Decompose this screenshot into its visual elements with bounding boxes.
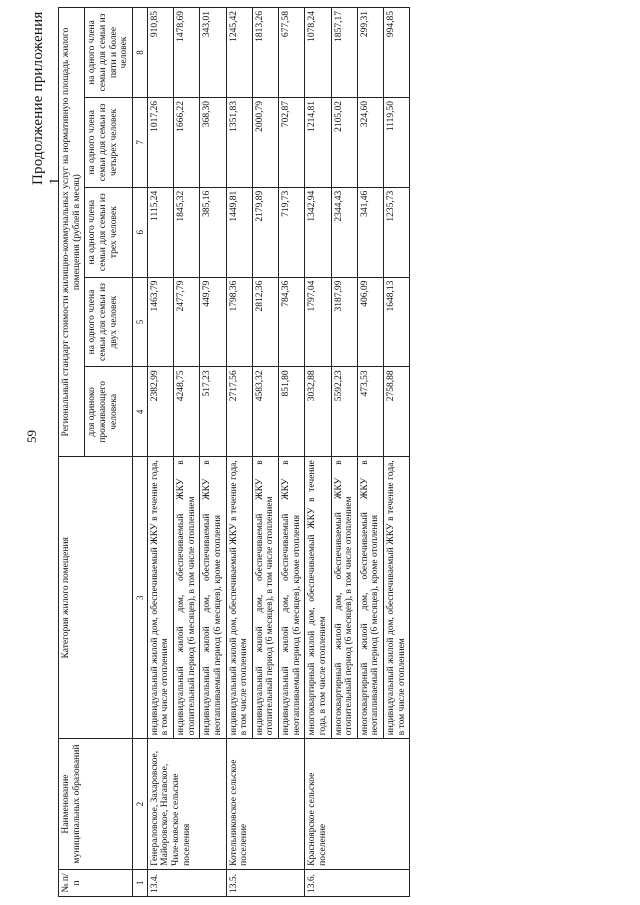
cost-value: 719,73 bbox=[279, 187, 305, 277]
cost-value: 910,85 bbox=[147, 8, 173, 98]
cost-value: 2105,02 bbox=[331, 97, 357, 187]
column-number: 1 bbox=[132, 869, 147, 896]
header-sub: для одиноко проживающего человека bbox=[85, 367, 133, 457]
cost-value: 2717,56 bbox=[226, 367, 252, 457]
housing-category: индивидуальный жилой дом, обеспечиваемый ЖКУ в течение года, в том числе отоплением bbox=[384, 457, 410, 739]
cost-value: 1119,50 bbox=[384, 97, 410, 187]
housing-category: многоквартирный жилой дом, обеспечиваемый ЖКУ в отопительный период (6 месяцев), в том числе отоплением bbox=[331, 457, 357, 739]
table-row bbox=[226, 8, 252, 897]
cost-value: 1648,13 bbox=[384, 277, 410, 367]
table-body bbox=[147, 8, 410, 897]
cost-value: 1235,73 bbox=[384, 187, 410, 277]
cost-value: 4583,32 bbox=[252, 367, 278, 457]
header-sub: на одного члена семьи для семьи из четырех человек bbox=[85, 97, 133, 187]
cost-value: 343,01 bbox=[200, 8, 226, 98]
housing-category: индивидуальный жилой дом, обеспечиваемый ЖКУ в течение года, в том числе отоплением bbox=[226, 457, 252, 739]
housing-category: многоквартирный жилой дом, обеспечиваемый ЖКУ в неотапливаемый период (6 месяцев), кроме отопления bbox=[357, 457, 383, 739]
row-number: 13.6. bbox=[305, 869, 410, 896]
municipality-name: Генераловское, Захаровское, Майоровское, Нагавское, Чиле-ковское сельские поселения bbox=[147, 739, 226, 870]
cost-value: 851,80 bbox=[279, 367, 305, 457]
cost-value: 3032,88 bbox=[305, 367, 331, 457]
cost-value: 1245,42 bbox=[226, 8, 252, 98]
header-no: № п/п bbox=[59, 869, 133, 896]
housing-category: индивидуальный жилой дом, обеспечиваемый ЖКУ в отопительный период (6 месяцев), в том числе отоплением bbox=[174, 457, 200, 739]
housing-category: индивидуальный жилой дом, обеспечиваемый ЖКУ в неотапливаемый период (6 месяцев), кроме отопления bbox=[279, 457, 305, 739]
municipality-name: Котельниковское сельское поселение bbox=[226, 739, 305, 870]
cost-value: 1115,24 bbox=[147, 187, 173, 277]
table-row bbox=[147, 8, 173, 897]
cost-value: 1813,26 bbox=[252, 8, 278, 98]
cost-value: 1845,32 bbox=[174, 187, 200, 277]
header-sub: на одного члена семьи для семьи из трех человек bbox=[85, 187, 133, 277]
header-standard: Региональный стандарт стоимости жилищно-коммунальных услуг на нормативную площадь жилого помещения (рублей в месяц) bbox=[59, 8, 85, 457]
housing-category: индивидуальный жилой дом, обеспечиваемый ЖКУ в течение года, в том числе отоплением bbox=[147, 457, 173, 739]
cost-value: 385,16 bbox=[200, 187, 226, 277]
cost-value: 1017,26 bbox=[147, 97, 173, 187]
column-number: 6 bbox=[132, 187, 147, 277]
cost-value: 5592,23 bbox=[331, 367, 357, 457]
cost-value: 1478,69 bbox=[174, 8, 200, 98]
cost-value: 341,46 bbox=[357, 187, 383, 277]
cost-value: 1463,79 bbox=[147, 277, 173, 367]
cost-value: 702,87 bbox=[279, 97, 305, 187]
cost-value: 3187,99 bbox=[331, 277, 357, 367]
housing-category: индивидуальный жилой дом, обеспечиваемый ЖКУ в отопительный период (6 месяцев), в том числе отоплением bbox=[252, 457, 278, 739]
cost-value: 473,53 bbox=[357, 367, 383, 457]
column-number: 2 bbox=[132, 739, 147, 870]
cost-value: 994,85 bbox=[384, 8, 410, 98]
cost-value: 1666,22 bbox=[174, 97, 200, 187]
header-municipality: Наименование муниципальных образований bbox=[59, 739, 133, 870]
cost-standard-table bbox=[58, 7, 410, 897]
cost-value: 4248,75 bbox=[174, 367, 200, 457]
cost-value: 1078,24 bbox=[305, 8, 331, 98]
table-row bbox=[305, 8, 331, 897]
cost-value: 2758,88 bbox=[384, 367, 410, 457]
cost-value: 1798,36 bbox=[226, 277, 252, 367]
cost-value: 368,30 bbox=[200, 97, 226, 187]
cost-value: 2812,36 bbox=[252, 277, 278, 367]
cost-value: 784,36 bbox=[279, 277, 305, 367]
column-number: 8 bbox=[132, 8, 147, 98]
column-number: 4 bbox=[132, 367, 147, 457]
cost-value: 1797,04 bbox=[305, 277, 331, 367]
cost-value: 677,58 bbox=[279, 8, 305, 98]
cost-value: 2179,89 bbox=[252, 187, 278, 277]
page-number: 59 bbox=[24, 430, 39, 443]
cost-value: 2382,99 bbox=[147, 367, 173, 457]
cost-value: 324,60 bbox=[357, 97, 383, 187]
continuation-title: Продолжение приложения 1 bbox=[30, 11, 63, 185]
cost-value: 1214,81 bbox=[305, 97, 331, 187]
cost-value: 1857,17 bbox=[331, 8, 357, 98]
cost-value: 1449,81 bbox=[226, 187, 252, 277]
cost-value: 517,23 bbox=[200, 367, 226, 457]
cost-value: 449,79 bbox=[200, 277, 226, 367]
header-sub: на одного члена семьи для семьи из пяти и более человек bbox=[85, 8, 133, 98]
housing-category: многоквартирный жилой дом, обеспечиваемый ЖКУ в течение года, в том числе отоплением bbox=[305, 457, 331, 739]
row-number: 13.4. bbox=[147, 869, 226, 896]
cost-value: 299,31 bbox=[357, 8, 383, 98]
header-category: Категория жилого помещения bbox=[59, 457, 133, 739]
cost-value: 406,09 bbox=[357, 277, 383, 367]
row-number: 13.5. bbox=[226, 869, 305, 896]
cost-value: 2344,43 bbox=[331, 187, 357, 277]
cost-value: 1351,83 bbox=[226, 97, 252, 187]
column-number: 5 bbox=[132, 277, 147, 367]
column-number: 3 bbox=[132, 457, 147, 739]
cost-value: 1342,94 bbox=[305, 187, 331, 277]
column-number: 7 bbox=[132, 97, 147, 187]
cost-value: 2477,79 bbox=[174, 277, 200, 367]
municipality-name: Красноярское сельское поселение bbox=[305, 739, 410, 870]
cost-value: 2000,79 bbox=[252, 97, 278, 187]
header-sub: на одного члена семьи для семьи из двух человек bbox=[85, 277, 133, 367]
housing-category: индивидуальный жилой дом, обеспечиваемый ЖКУ в неотапливаемый период (6 месяцев), кроме отопления bbox=[200, 457, 226, 739]
